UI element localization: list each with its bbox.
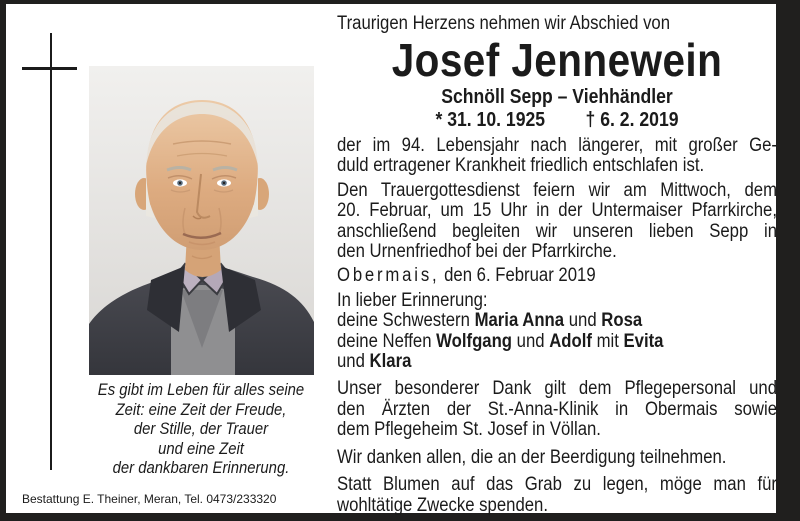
text-segment: Wir danken allen, die an der Beerdigung teilnehmen. [337, 446, 727, 468]
text-segment: 20. Februar, um 15 Uhr in der Untermaiser Pfarrkirche, [337, 200, 777, 222]
text-line [337, 156, 777, 176]
text-line [337, 242, 777, 262]
text-segment: Adolf [549, 330, 592, 352]
text-segment: Klara [369, 351, 412, 373]
text-segment: Obermais, [337, 265, 440, 287]
text-segment: den 6. Februar 2019 [439, 265, 596, 287]
intro-line: Traurigen Herzens nehmen wir Abschied von [337, 13, 671, 34]
text-segment: und [512, 330, 550, 352]
text-segment: Maria Anna [474, 310, 565, 332]
text-segment: Wolfgang [436, 330, 513, 352]
poem-line: Zeit: eine Zeit der Freude, [115, 400, 287, 419]
text-segment: deine Schwestern [337, 310, 475, 332]
text-line [337, 496, 777, 516]
text-segment: den Ärzten der St.-Anna-Klinik in Obermais sowie [337, 398, 777, 420]
elderly-man-portrait [89, 66, 314, 375]
obituary-card [6, 4, 777, 516]
text-segment: wohltätige Zwecke spenden. [337, 494, 548, 516]
text-line [337, 332, 777, 352]
paragraph [337, 181, 777, 263]
poem-line: der dankbaren Erinnerung. [112, 459, 290, 477]
text-segment: Statt Blumen auf das Grab zu legen, möge man für [337, 474, 777, 496]
text-line [337, 400, 777, 420]
paragraph [337, 379, 777, 440]
paragraph [337, 448, 777, 468]
cross-stem [50, 33, 52, 470]
funeral-home-credit: Bestattung E. Theiner, Meran, Tel. 0473/233320 [22, 492, 277, 506]
text-line [337, 266, 777, 286]
text-segment: den Urnenfriedhof bei der Pfarrkirche. [337, 241, 617, 263]
paragraph [337, 136, 777, 177]
paragraph [337, 475, 777, 516]
text-segment: duld ertragener Krankheit friedlich entschlafen ist. [337, 155, 705, 177]
text-segment: anschließend begleiten wir unseren lieben Sepp in [337, 220, 777, 242]
text-line [337, 181, 777, 201]
text-segment: deine Neffen [337, 330, 437, 352]
text-segment: Den Trauergottesdienst feiern wir am Mittwoch, dem [337, 179, 777, 201]
text-line [337, 201, 777, 221]
poem-line: der Stille, der Trauer [133, 420, 269, 438]
text-segment: Evita [623, 330, 664, 352]
text-segment: mit [591, 330, 624, 352]
life-dates [337, 110, 777, 130]
text-line [337, 136, 777, 156]
cross-bar [22, 67, 77, 70]
text-segment: der im 94. Lebensjahr nach längerer, mit großer Ge- [337, 135, 777, 156]
paragraph [337, 266, 777, 286]
text-line [337, 448, 777, 468]
text-segment: Rosa [601, 310, 643, 332]
deceased-name: Josef Jennewein [391, 34, 723, 86]
text-line [337, 311, 777, 331]
death-date: † 6. 2. 2019 [585, 109, 679, 131]
deceased-alias: Schnöll Sepp – Viehhändler [441, 86, 673, 108]
portrait-photo [89, 66, 314, 375]
text-line [337, 222, 777, 242]
poem-line: und eine Zeit [158, 439, 244, 458]
text-line [337, 379, 777, 399]
text-segment: und [564, 310, 602, 332]
text-line [337, 291, 777, 311]
announcement-body [337, 136, 777, 516]
paragraph [337, 291, 777, 373]
text-line [337, 475, 777, 495]
text-segment: In lieber Erinnerung: [337, 289, 488, 311]
text-segment: und [337, 351, 370, 373]
memorial-poem [89, 381, 314, 479]
text-line [337, 352, 777, 372]
text-segment: Unser besonderer Dank gilt dem Pflegepersonal und [337, 378, 777, 400]
birth-date: * 31. 10. 1925 [435, 109, 546, 131]
poem-line: Es gibt im Leben für alles seine [97, 381, 305, 399]
announcement [337, 14, 777, 516]
text-line [337, 420, 777, 440]
text-segment: dem Pflegeheim St. Josef in Völlan. [337, 419, 601, 441]
